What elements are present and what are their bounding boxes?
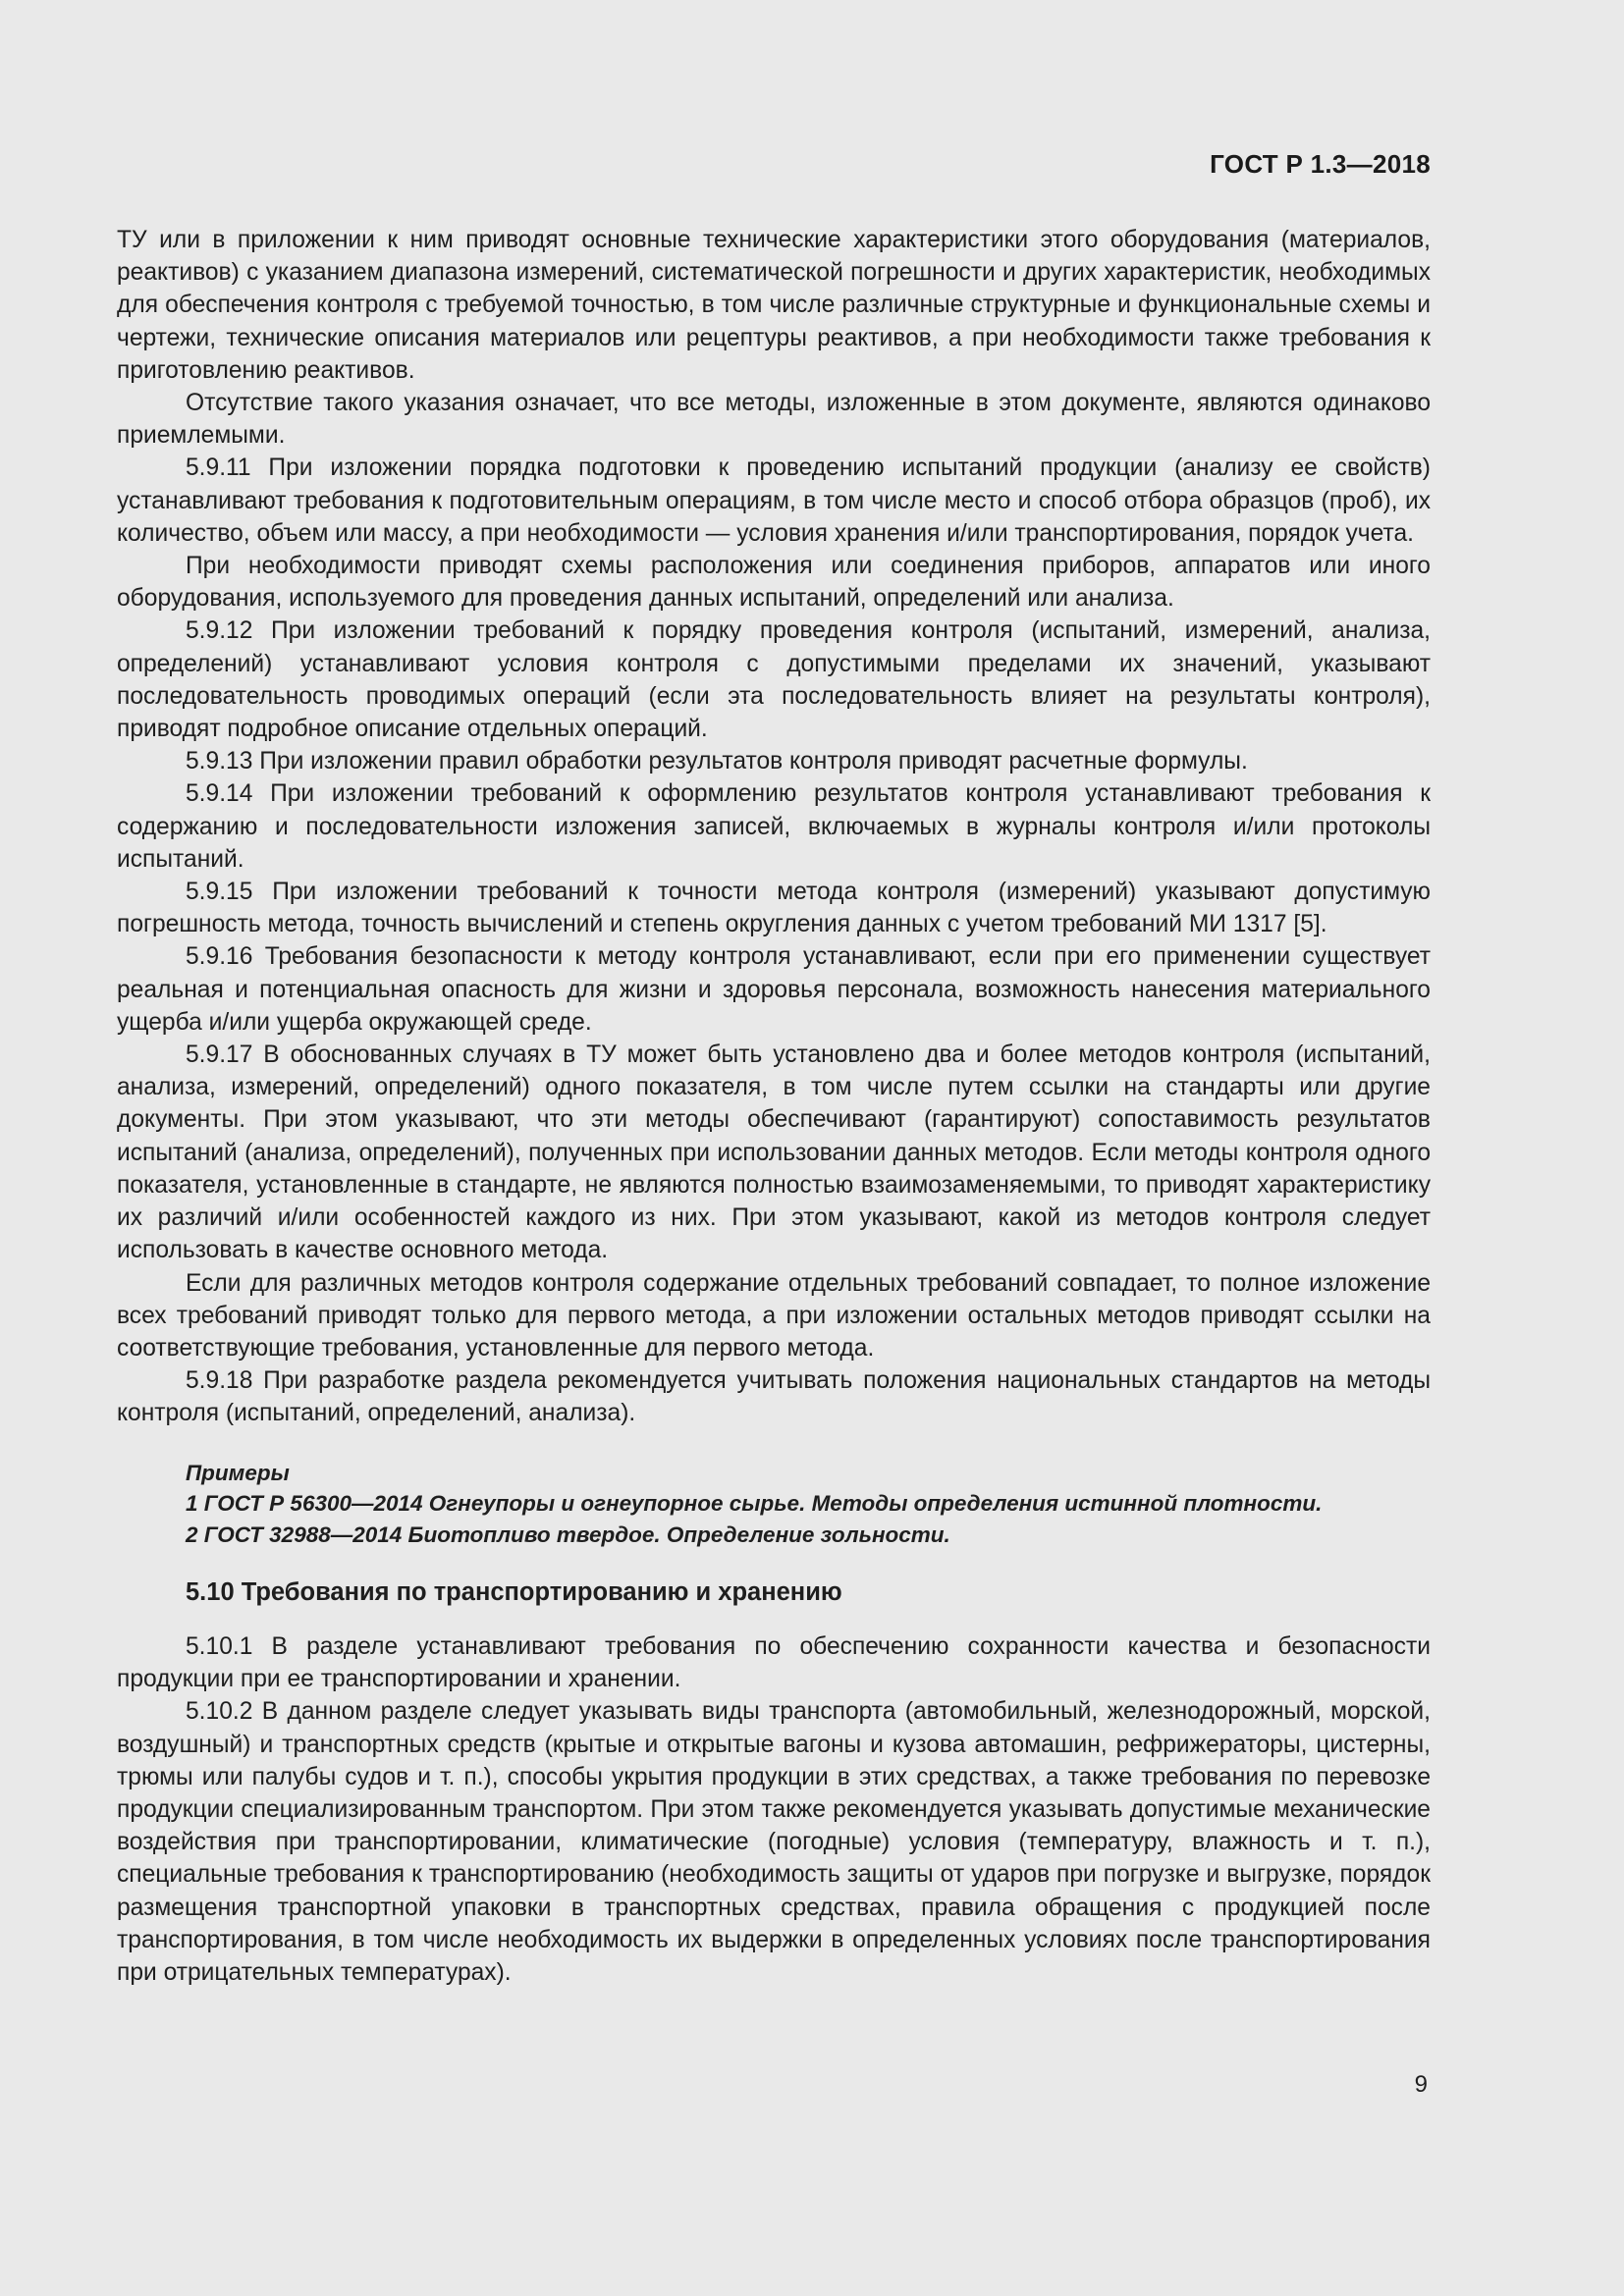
- examples-block: [117, 1458, 1431, 1551]
- paragraph-5-9-15: 5.9.15 При изложении требований к точности метода контроля (измерений) указывают допустимую погрешность метода, точность вычислений и степень округления данных с учетом требований МИ 1317 [5].: [117, 879, 1431, 938]
- paragraph-5-9-11: 5.9.11 При изложении порядка подготовки к проведению испытаний продукции (анализу ее свойств) устанавливают требования к подготовительным операциям, в том числе место и способ отбора образцов (проб), их количество, объем или массу, а при необходимости — условия хранения и/или транспортирования, порядок учета.: [117, 454, 1431, 547]
- page-body: [117, 224, 1431, 1989]
- examples-title: Примеры: [186, 1460, 290, 1485]
- paragraph-5-10-2: 5.10.2 В данном разделе следует указывать виды транспорта (автомобильный, железнодорожный, морской, воздушный) и транспортных средств (крытые и открытые вагоны и кузова автомашин, рефрижераторы, цистерны, трюмы или палубы судов и т. п.), способы укрытия продукции в этих средствах, а также требования по перевозке продукции специализированным транспортом. При этом также рекомендуется указывать допустимые механические воздействия при транспортировании, климатические (погодные) условия (температуру, влажность и т. п.), специальные требования к транспортированию (необходимость защиты от ударов при погрузке и выгрузке, порядок размещения транспортной упаковки в транспортных средствах, правила обращения с продукцией после транспортирования, в том числе необходимость их выдержки в определенных условиях после транспортирования при отрицательных температурах).: [117, 1698, 1431, 1987]
- paragraph: Если для различных методов контроля содержание отдельных требований совпадает, то полное изложение всех требований приводят только для первого метода, а при изложении остальных методов приводят ссылки на соответствующие требования, установленные для первого метода.: [117, 1269, 1431, 1362]
- section-heading-5-10: 5.10 Требования по транспортированию и хранению: [186, 1578, 842, 1607]
- paragraph: При необходимости приводят схемы расположения или соединения приборов, аппаратов или иного оборудования, используемого для проведения данных испытаний, определений или анализа.: [117, 553, 1431, 613]
- paragraph-5-9-17: 5.9.17 В обоснованных случаях в ТУ может быть установлено два и более методов контроля (испытаний, анализа, измерений, определений) одного показателя, в том числе путем ссылки на стандарты или другие документы. При этом указывают, что эти методы обеспечивают (гарантируют) сопоставимость результатов испытаний (анализа, определений), полученных при использовании данных методов. Если методы контроля одного показателя, установленные в стандарте, не являются полностью взаимозаменяемыми, то приводят характеристику их различий и/или особенностей каждого из них. При этом указывают, какой из методов контроля следует использовать в качестве основного метода.: [117, 1041, 1431, 1264]
- paragraph-continuation: ТУ или в приложении к ним приводят основные технические характеристики этого оборудования (материалов, реактивов) с указанием диапазона измерений, систематической погрешности и других характеристик, необходимых для обеспечения контроля с требуемой точностью, в том числе различные структурные и функциональные схемы и чертежи, технические описания материалов или рецептуры реактивов, а при необходимости также требования к приготовлению реактивов.: [117, 227, 1431, 384]
- example-item: 1 ГОСТ Р 56300—2014 Огнеупоры и огнеупорное сырье. Методы определения истинной плотности.: [186, 1491, 1323, 1517]
- paragraph-5-9-18: 5.9.18 При разработке раздела рекомендуется учитывать положения национальных стандартов на методы контроля (испытаний, определений, анализа).: [117, 1367, 1431, 1427]
- document-code-header: ГОСТ Р 1.3—2018: [1210, 149, 1431, 179]
- page-number: 9: [1414, 2071, 1428, 2098]
- paragraph-5-9-14: 5.9.14 При изложении требований к оформлению результатов контроля устанавливают требования к содержанию и последовательности изложения записей, включаемых в журналы контроля и/или протоколы испытаний.: [117, 780, 1431, 873]
- paragraph-5-9-12: 5.9.12 При изложении требований к порядку проведения контроля (испытаний, измерений, анализа, определений) устанавливают условия контроля с допустимыми пределами их значений, указывают последовательность проводимых операций (если эта последовательность влияет на результаты контроля), приводят подробное описание отдельных операций.: [117, 617, 1431, 743]
- paragraph: Отсутствие такого указания означает, что все методы, изложенные в этом документе, являются одинаково приемлемыми.: [117, 390, 1431, 450]
- paragraph-5-9-16: 5.9.16 Требования безопасности к методу контроля устанавливают, если при его применении существует реальная и потенциальная опасность для жизни и здоровья персонала, возможность нанесения материального ущерба и/или ущерба окружающей среде.: [117, 943, 1431, 1036]
- paragraph-5-9-13: 5.9.13 При изложении правил обработки результатов контроля приводят расчетные формулы.: [186, 748, 1248, 775]
- example-item: 2 ГОСТ 32988—2014 Биотопливо твердое. Определение зольности.: [186, 1522, 950, 1547]
- paragraph-5-10-1: 5.10.1 В разделе устанавливают требования по обеспечению сохранности качества и безопасности продукции при ее транспортировании и хранении.: [117, 1633, 1431, 1693]
